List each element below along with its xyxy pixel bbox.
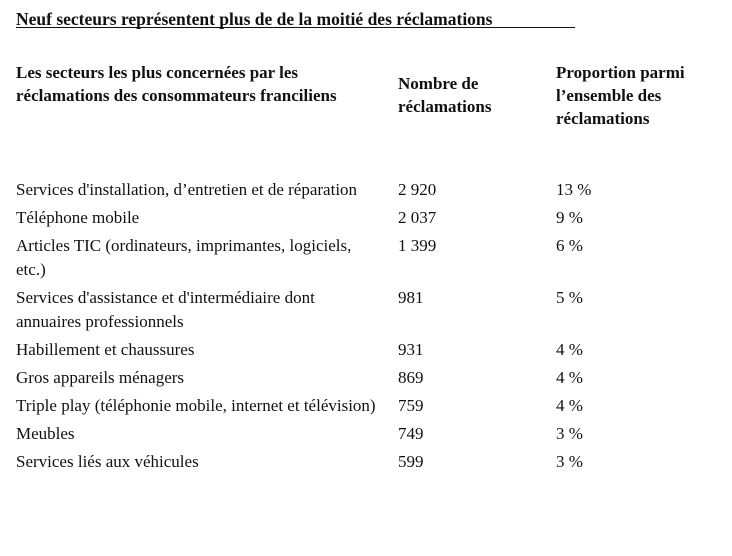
cell-count: 931 <box>398 340 424 359</box>
cell-sector: Triple play (téléphonie mobile, internet et télévision) <box>16 396 376 415</box>
header-share: Proportion parmi l’ensemble des réclamations <box>556 63 685 128</box>
table-row <box>0 234 732 282</box>
table-row <box>0 338 732 362</box>
table-row <box>0 394 732 418</box>
cell-count: 2 037 <box>398 208 437 227</box>
page-title: Neuf secteurs représentent plus de de la moitié des réclamations <box>16 9 493 29</box>
cell-share: 4 % <box>556 368 583 387</box>
cell-sector: Articles TIC (ordinateurs, imprimantes, logiciels, etc.) <box>16 236 352 279</box>
cell-sector: Meubles <box>16 424 75 443</box>
cell-share: 13 % <box>556 180 592 199</box>
cell-count: 981 <box>398 288 424 307</box>
cell-sector: Gros appareils ménagers <box>16 368 185 387</box>
table-body <box>0 178 732 478</box>
cell-share: 4 % <box>556 340 583 359</box>
header-count: Nombre de réclamations <box>398 74 492 116</box>
table-row <box>0 422 732 446</box>
cell-count: 869 <box>398 368 424 387</box>
table-row <box>0 366 732 390</box>
cell-share: 4 % <box>556 396 583 415</box>
cell-share: 6 % <box>556 236 583 255</box>
cell-count: 1 399 <box>398 236 437 255</box>
cell-count: 749 <box>398 424 424 443</box>
cell-share: 3 % <box>556 424 583 443</box>
cell-count: 599 <box>398 452 424 471</box>
table-row <box>0 178 732 202</box>
cell-sector: Habillement et chaussures <box>16 340 195 359</box>
cell-sector: Services d'installation, d’entretien et de réparation <box>16 180 358 199</box>
cell-sector: Services liés aux véhicules <box>16 452 199 471</box>
title-underline <box>16 27 575 28</box>
table-row <box>0 286 732 334</box>
cell-share: 5 % <box>556 288 583 307</box>
table-row <box>0 450 732 474</box>
header-sector: Les secteurs les plus concernées par les réclamations des consommateurs franciliens <box>16 63 337 105</box>
cell-share: 9 % <box>556 208 583 227</box>
cell-sector: Téléphone mobile <box>16 208 140 227</box>
table-row <box>0 206 732 230</box>
cell-sector: Services d'assistance et d'intermédiaire dont annuaires professionnels <box>16 288 315 331</box>
cell-count: 759 <box>398 396 424 415</box>
cell-count: 2 920 <box>398 180 437 199</box>
cell-share: 3 % <box>556 452 583 471</box>
